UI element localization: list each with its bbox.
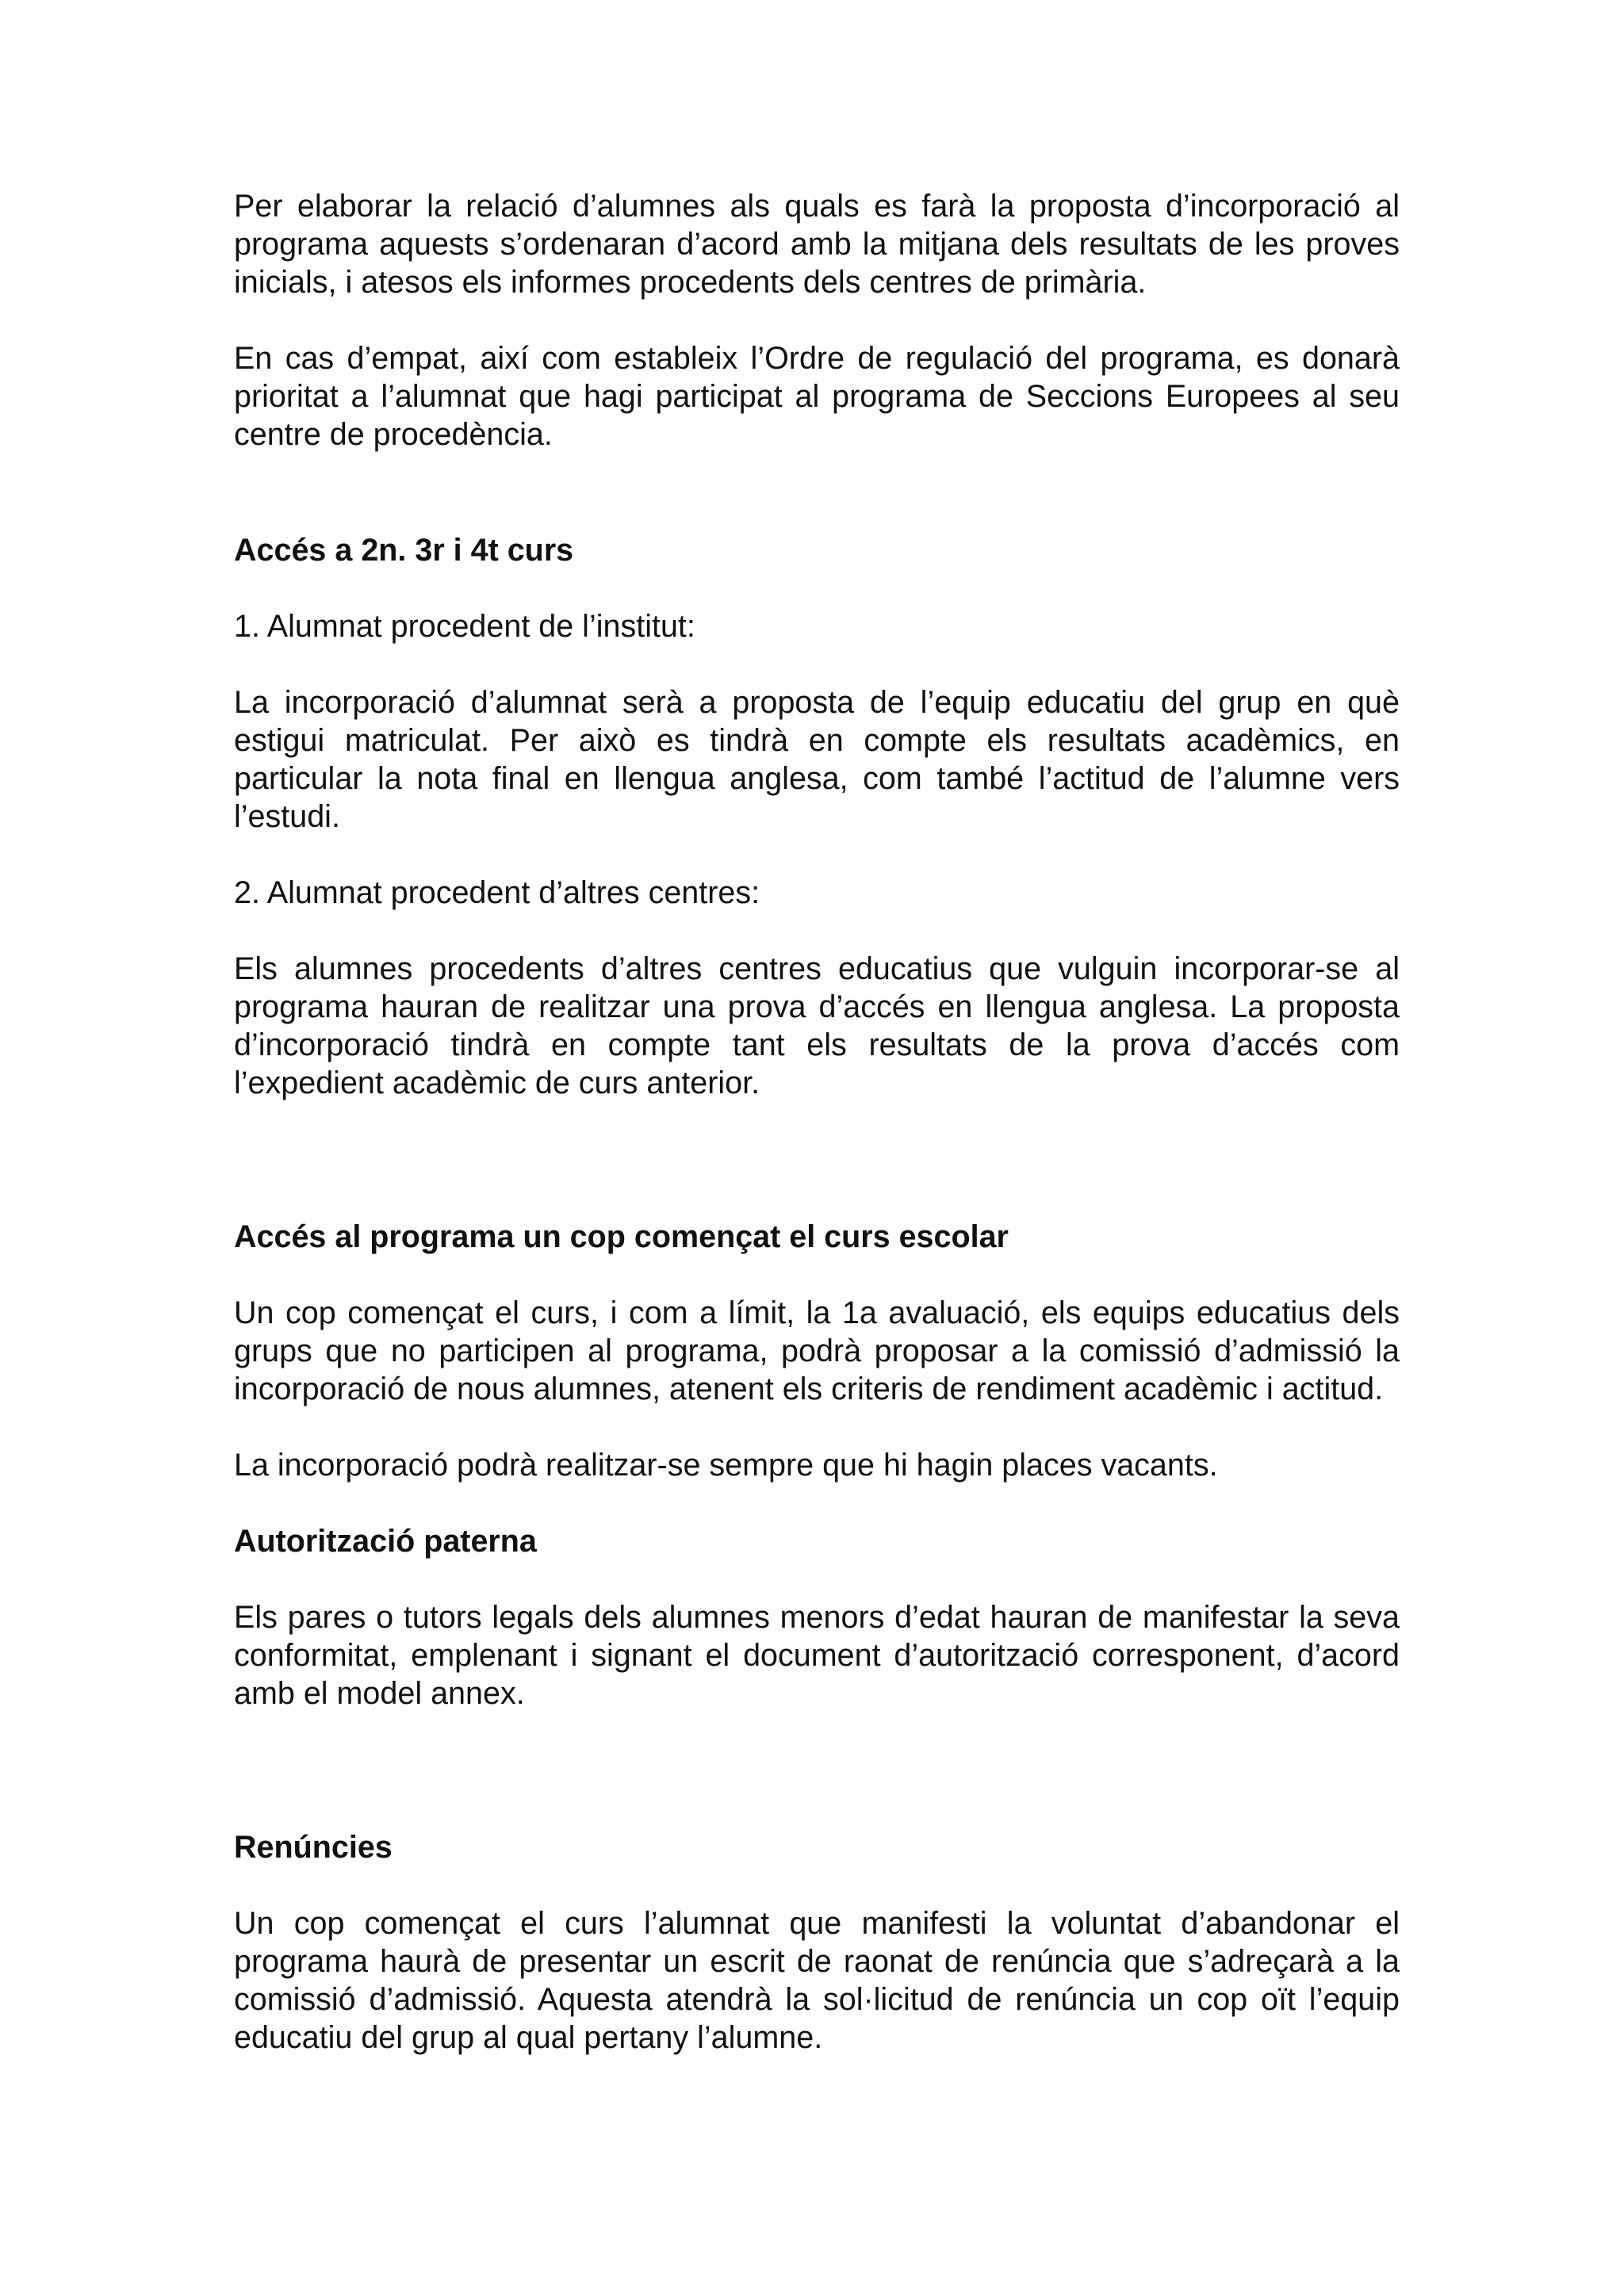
intro-paragraph-1: Per elaborar la relació d’alumnes als quals es farà la proposta d’incorporació al programa aquests s’ordenaran d’acord amb la mitjana dels resultats de les proves inicials, i atesos els informes procedents dels centres de primària. bbox=[234, 189, 1400, 300]
section-heading-renuncies: Renúncies bbox=[234, 1830, 393, 1865]
paragraph-renuncies: Un cop començat el curs l’alumnat que manifesti la voluntat d’abandonar el programa haurà de presentar un escrit de raonat de renúncia que s’adreçarà a la comissió d’admissió. Aquesta atendrà la sol·licitud de renúncia un cop oït l’equip educatiu del grup al qual pertany l’alumne. bbox=[234, 1906, 1400, 2055]
paragraph-curs-comencat: Un cop començat el curs, i com a límit, la 1a avaluació, els equips educatius dels grups que no participen al programa, podrà proposar a la comissió d’admissió la incorporació de nous alumnes, atenent els criteris de rendiment acadèmic i actitud. bbox=[234, 1295, 1400, 1406]
paragraph-places-vacants: La incorporació podrà realitzar-se sempre que hi hagin places vacants. bbox=[234, 1448, 1218, 1483]
document-body bbox=[234, 187, 1400, 2057]
subheading-alumnat-institut: 1. Alumnat procedent de l’institut: bbox=[234, 609, 695, 644]
section-heading-acces-cursos: Accés a 2n. 3r i 4t curs bbox=[234, 533, 574, 568]
paragraph-altres-centres: Els alumnes procedents d’altres centres educatius que vulguin incorporar-se al programa hauran de realitzar una prova d’accés en llengua anglesa. La proposta d’incorporació tindrà en compte tant els resultats de la prova d’accés com l’expedient acadèmic de curs anterior. bbox=[234, 951, 1400, 1100]
intro-paragraph-2: En cas d’empat, així com estableix l’Ordre de regulació del programa, es donarà prioritat a l’alumnat que hagi participat al programa de Seccions Europees al seu centre de procedència. bbox=[234, 341, 1400, 452]
paragraph-autoritzacio: Els pares o tutors legals dels alumnes menors d’edat hauran de manifestar la seva conformitat, emplenant i signant el document d’autorització corresponent, d’acord amb el model annex. bbox=[234, 1600, 1400, 1711]
section-heading-autoritzacio: Autorització paterna bbox=[234, 1524, 537, 1559]
subheading-altres-centres: 2. Alumnat procedent d’altres centres: bbox=[234, 875, 760, 910]
section-heading-curs-comencat: Accés al programa un cop començat el curs escolar bbox=[234, 1219, 1009, 1254]
paragraph-alumnat-institut: La incorporació d’alumnat serà a proposta de l’equip educatiu del grup en què estigui matriculat. Per això es tindrà en compte els resultats acadèmics, en particular la nota final en llengua anglesa, com també l’actitud de l’alumne vers l’estudi. bbox=[234, 685, 1400, 834]
